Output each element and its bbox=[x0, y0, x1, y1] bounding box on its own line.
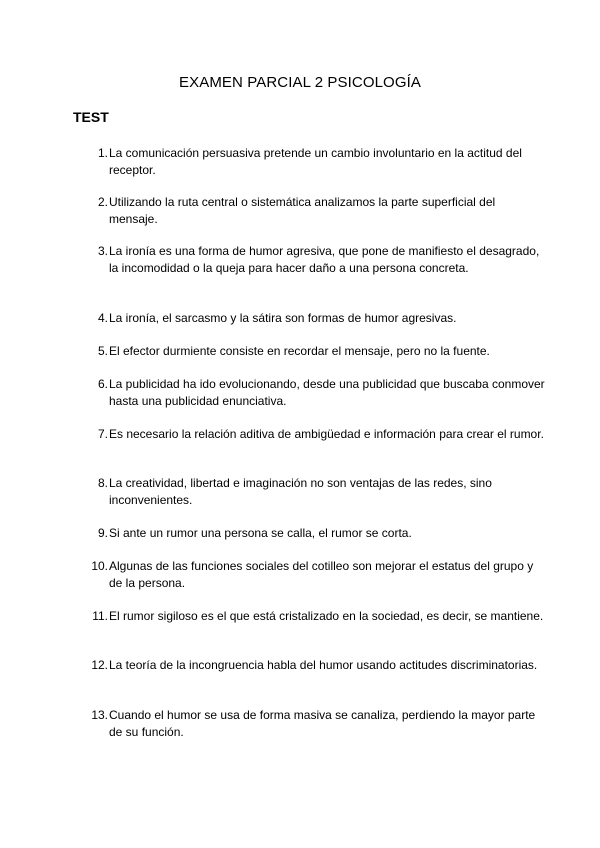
question-number: 3. bbox=[97, 244, 108, 258]
question-number: 7. bbox=[97, 427, 108, 441]
section-heading: TEST bbox=[73, 109, 109, 125]
question-item bbox=[86, 194, 546, 228]
question-number: 10. bbox=[91, 559, 108, 573]
question-item bbox=[86, 558, 546, 592]
question-item bbox=[86, 707, 546, 741]
question-text: La publicidad ha ido evolucionando, desde una publicidad que buscaba conmover hasta una publicidad enunciativa. bbox=[109, 377, 545, 408]
question-text: Si ante un rumor una persona se calla, el rumor se corta. bbox=[109, 526, 412, 540]
question-number: 1. bbox=[97, 146, 108, 160]
question-text: La ironía es una forma de humor agresiva, que pone de manifiesto el desagrado, la incomodidad o la queja para hacer daño a una persona concreta. bbox=[109, 244, 540, 275]
document-title: EXAMEN PARCIAL 2 PSICOLOGÍA bbox=[179, 74, 421, 91]
question-number: 11. bbox=[92, 609, 108, 623]
question-text: La teoría de la incongruencia habla del humor usando actitudes discriminatorias. bbox=[109, 658, 538, 672]
question-item bbox=[86, 343, 546, 360]
question-number: 13. bbox=[91, 708, 108, 722]
question-number: 4. bbox=[97, 311, 108, 325]
question-item bbox=[86, 243, 546, 277]
question-number: 5. bbox=[97, 344, 108, 358]
question-item bbox=[86, 426, 546, 443]
question-item bbox=[86, 657, 546, 674]
question-item bbox=[86, 525, 546, 542]
question-item bbox=[86, 310, 546, 327]
question-text: El rumor sigiloso es el que está cristalizado en la sociedad, es decir, se mantiene. bbox=[109, 609, 544, 623]
question-text: Algunas de las funciones sociales del cotilleo son mejorar el estatus del grupo y de la persona. bbox=[109, 559, 534, 590]
question-item bbox=[86, 608, 546, 625]
question-item bbox=[86, 376, 546, 410]
question-item bbox=[86, 475, 546, 509]
question-text: Cuando el humor se usa de forma masiva se canaliza, perdiendo la mayor parte de su función. bbox=[109, 708, 536, 739]
question-text: La comunicación persuasiva pretende un cambio involuntario en la actitud del receptor. bbox=[109, 146, 522, 177]
question-text: Utilizando la ruta central o sistemática analizamos la parte superficial del mensaje. bbox=[109, 195, 496, 226]
question-text: El efector durmiente consiste en recordar el mensaje, pero no la fuente. bbox=[109, 344, 490, 358]
question-number: 9. bbox=[97, 526, 108, 540]
question-number: 2. bbox=[97, 195, 108, 209]
question-number: 6. bbox=[97, 377, 108, 391]
question-item bbox=[86, 145, 546, 179]
question-text: La creatividad, libertad e imaginación no son ventajas de las redes, sino inconvenientes. bbox=[109, 476, 492, 507]
question-text: Es necesario la relación aditiva de ambigüedad e información para crear el rumor. bbox=[109, 427, 544, 441]
question-number: 8. bbox=[97, 476, 108, 490]
question-text: La ironía, el sarcasmo y la sátira son formas de humor agresivas. bbox=[109, 311, 457, 325]
question-number: 12. bbox=[91, 658, 108, 672]
